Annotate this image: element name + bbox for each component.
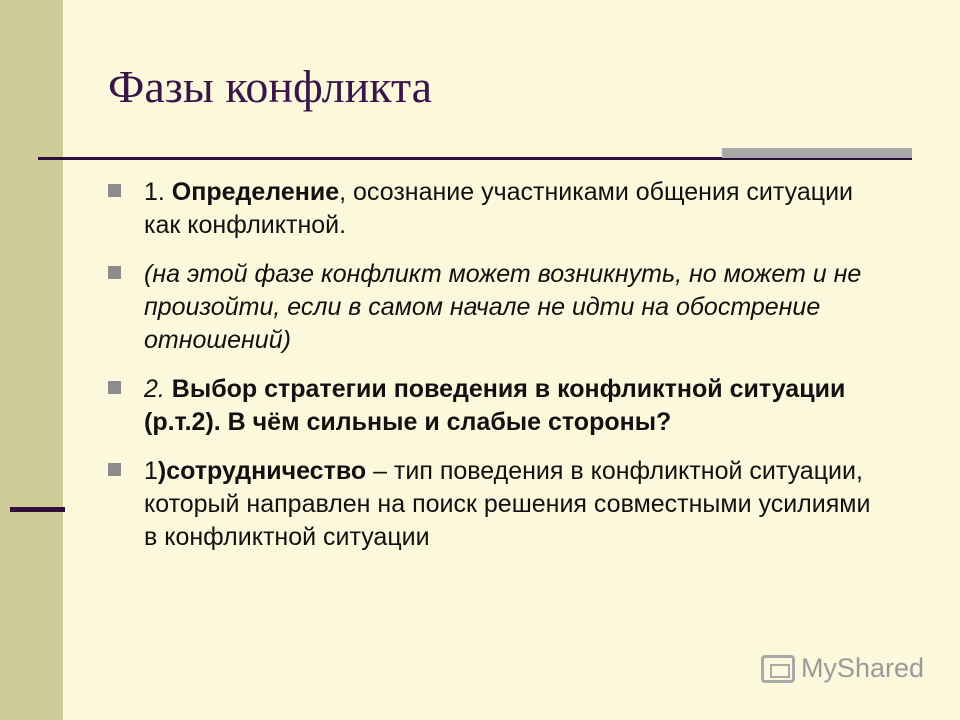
left-decorative-band [0,0,63,720]
square-bullet-icon [108,184,121,197]
bullet-term: Определение [171,178,340,206]
bullet-item-note [108,258,888,357]
watermark [761,653,924,684]
bullet-term: )сотрудничество [157,457,367,485]
square-bullet-icon [108,381,121,394]
bullet-text: Выбор стратегии поведения в конфликтной ситуации (р.т.2). В чём сильные и слабые стороны? [144,375,846,436]
presentation-logo-icon [761,655,795,683]
title-underline-accent [722,148,912,158]
bullet-number: 2. [144,375,172,403]
bullet-text: , осознание участниками общения ситуации как конфликтной. [144,178,853,239]
slide-title: Фазы конфликта [108,61,433,112]
watermark-text: MyShared [800,653,924,683]
bullet-list [108,176,888,570]
bullet-item-strategy [108,373,888,439]
bullet-text: (на этой фазе конфликт может возникнуть, но может и не произойти, если в самом начале не идти на обострение отношений) [144,260,862,354]
square-bullet-icon [108,266,121,279]
bullet-item-definition [108,176,888,242]
bullet-item-cooperation [108,455,888,554]
bullet-text: – тип поведения в конфликтной ситуации, который направлен на поиск решения совместными усилиями в конфликтной ситуации [144,457,871,551]
bullet-number: 1. [144,178,172,206]
left-band-accent-bar [10,507,65,512]
bullet-number: 1 [144,457,158,485]
square-bullet-icon [108,463,121,476]
